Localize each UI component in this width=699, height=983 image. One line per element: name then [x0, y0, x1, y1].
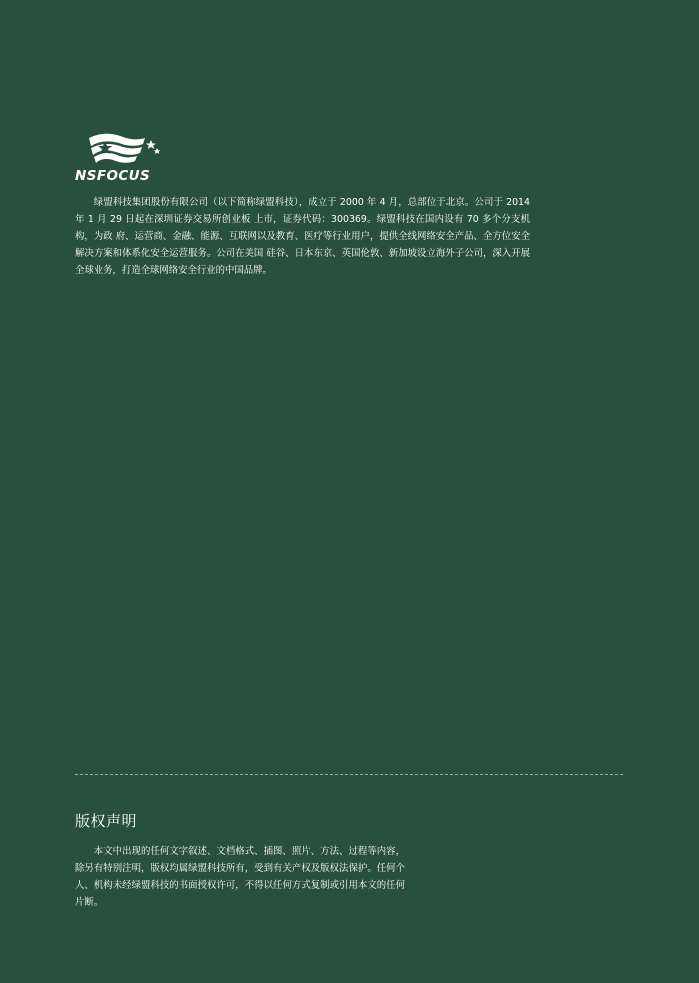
copyright-statement-paragraph: 本文中出现的任何文字叙述、文档格式、插图、照片、方法、过程等内容，除另有特别注明，版权均属绿盟科技所有，受到有关产权及版权法保护。任何个人、机构未经绿盟科技的书面授权许可，不得以任何方式复制或引用本文的任何片断。 — [75, 846, 405, 908]
copyright-title: 版权声明 — [75, 812, 138, 830]
dashed-divider — [75, 774, 623, 775]
nsfocus-flag-stars-icon — [87, 130, 162, 168]
nsfocus-logo — [75, 130, 175, 185]
company-intro-paragraph: 绿盟科技集团股份有限公司（以下简称绿盟科技），成立于 2000 年 4 月，总部位于北京。公司于 2014 年 1 月 29 日起在深圳证券交易所创业板 上市，证券代码：300369。绿盟科技在国内设有 70 多个分支机构，为政 府、运营商、金融、能源、互联网以及教育、医疗等行业用户，提供全线网络安全产品、全方位安全解决方案和体系化安全运营服务。公司在美国 硅谷、日本东京、英国伦敦、新加坡设立海外子公司，深入开展全球业务，打造全球网络安全行业的中国品牌。 — [75, 197, 530, 276]
nsfocus-wordmark: NSFOCUS — [75, 168, 151, 184]
